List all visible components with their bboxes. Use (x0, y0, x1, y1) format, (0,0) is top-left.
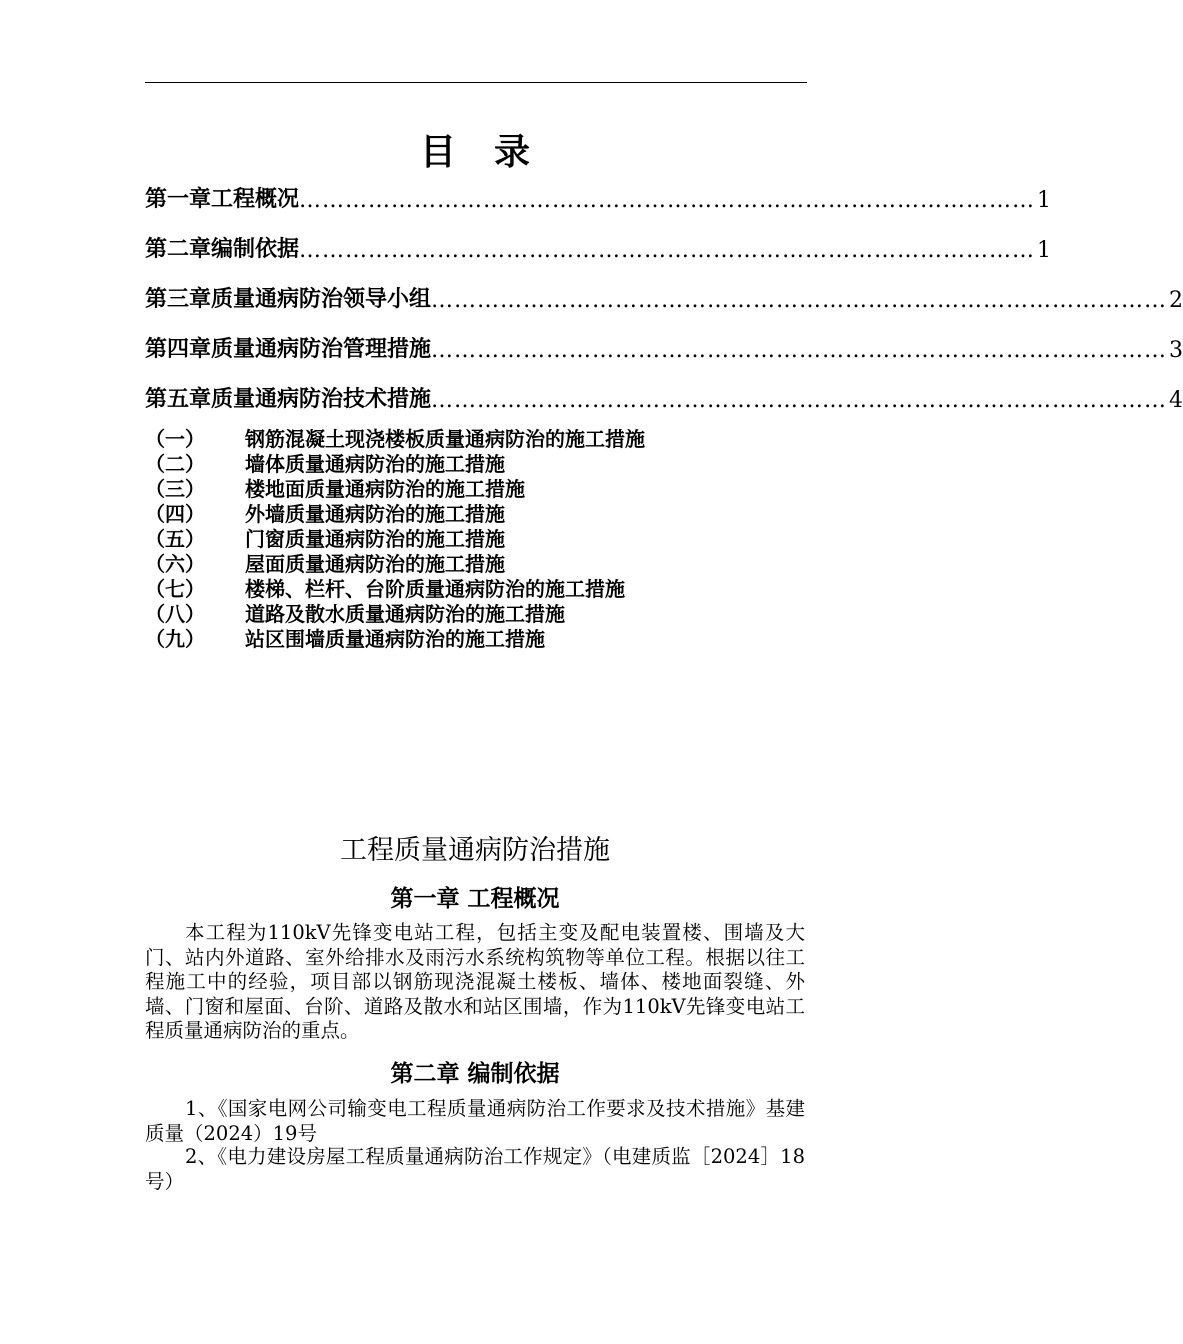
toc-page-number: 4 (1169, 388, 1183, 413)
toc-chapter-title: 编制依据 (211, 236, 300, 262)
toc-subitem-title: 楼地面质量通病防治的施工措施 (245, 477, 525, 501)
chapter-heading: 第一章 工程概况 (390, 885, 560, 912)
toc-subitem-number: （八） (145, 602, 205, 626)
toc-subitem[interactable] (145, 498, 505, 526)
toc-subitem[interactable] (145, 448, 505, 476)
toc-subitem[interactable] (145, 623, 545, 651)
toc-subitem[interactable] (145, 598, 565, 626)
toc-subitem-number: （一） (145, 427, 205, 451)
toc-leader-dots: …………………………………………………………………………………… (431, 388, 1168, 413)
toc-entry[interactable] (145, 183, 1052, 213)
toc-subitem-title: 钢筋混凝土现浇楼板质量通病防治的施工措施 (245, 427, 645, 451)
chapter-paragraph: 本工程为110kV先锋变电站工程，包括主变及配电装置楼、围墙及大门、站内外道路、室外给排水及雨污水系统构筑物等单位工程。根据以往工程施工中的经验，项目部以钢筋现浇混凝土楼板、墙体、楼地面裂缝、外墙、门窗和屋面、台阶、道路及散水和站区围墙，作为110kV先锋变电站工程质量通病防治的重点。 (145, 921, 805, 1042)
toc-chapter-number: 第一章 (145, 186, 212, 212)
toc-chapter-title: 质量通病防治领导小组 (211, 286, 432, 312)
toc-subitem[interactable] (145, 573, 625, 601)
toc-leader-dots: …………………………………………………………………………………… (299, 238, 1036, 263)
toc-subitem[interactable] (145, 548, 505, 576)
toc-subitem-number: （五） (145, 527, 205, 551)
toc-subitem-title: 站区围墙质量通病防治的施工措施 (245, 627, 545, 651)
toc-chapter-title: 工程概况 (211, 186, 300, 212)
toc-chapter-number: 第二章 (145, 236, 212, 262)
toc-leader-dots: …………………………………………………………………………………… (431, 288, 1168, 313)
toc-subitem-title: 外墙质量通病防治的施工措施 (245, 502, 505, 526)
toc-page-number: 2 (1169, 288, 1183, 313)
toc-leader-dots: …………………………………………………………………………………… (299, 188, 1036, 213)
toc-subitem-title: 楼梯、栏杆、台阶质量通病防治的施工措施 (245, 577, 625, 601)
toc-chapter-number: 第五章 (145, 386, 212, 412)
toc-chapter-number: 第三章 (145, 286, 212, 312)
toc-subitem-number: （七） (145, 577, 205, 601)
toc-subitem-number: （六） (145, 552, 205, 576)
toc-entry[interactable] (145, 283, 1183, 313)
toc-chapter-number: 第四章 (145, 336, 212, 362)
header-rule (145, 82, 807, 83)
toc-subitem[interactable] (145, 423, 645, 451)
toc-subitem-number: （四） (145, 502, 205, 526)
basis-item: 2、《电力建设房屋工程质量通病防治工作规定》（电建质监［2024］18号） (145, 1145, 805, 1193)
toc-page-number: 1 (1037, 238, 1052, 263)
toc-entry[interactable] (145, 383, 1183, 413)
toc-subitem-number: （二） (145, 452, 205, 476)
toc-entry[interactable] (145, 333, 1183, 363)
toc-chapter-title: 质量通病防治技术措施 (211, 386, 432, 412)
toc-entry[interactable] (145, 233, 1052, 263)
chapter-heading: 第二章 编制依据 (390, 1060, 560, 1087)
basis-item: 1、《国家电网公司输变电工程质量通病防治工作要求及技术措施》基建质量（2024）19号 (145, 1097, 805, 1145)
toc-subitem-title: 门窗质量通病防治的施工措施 (245, 527, 505, 551)
document-title: 工程质量通病防治措施 (340, 835, 610, 866)
toc-subitem[interactable] (145, 473, 525, 501)
toc-subitem-title: 屋面质量通病防治的施工措施 (245, 552, 505, 576)
toc-page-number: 3 (1169, 338, 1183, 363)
toc-subitem-title: 道路及散水质量通病防治的施工措施 (245, 602, 565, 626)
toc-subitem-number: （三） (145, 477, 205, 501)
toc-leader-dots: …………………………………………………………………………………… (431, 338, 1168, 363)
toc-page-number: 1 (1037, 188, 1052, 213)
toc-chapter-title: 质量通病防治管理措施 (211, 336, 432, 362)
toc-title: 目录 (419, 131, 568, 173)
toc-subitem-title: 墙体质量通病防治的施工措施 (245, 452, 505, 476)
toc-subitem-number: （九） (145, 627, 205, 651)
toc-subitem[interactable] (145, 523, 505, 551)
